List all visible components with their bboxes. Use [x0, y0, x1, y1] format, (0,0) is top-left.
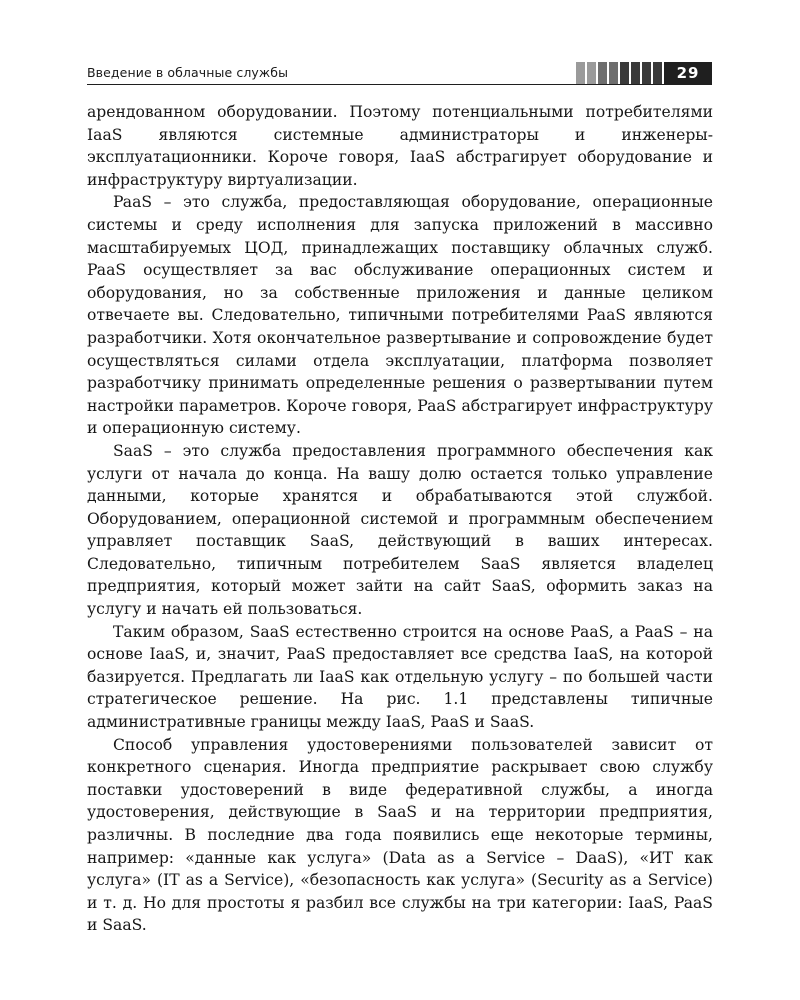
header-stripe — [642, 62, 651, 84]
header-stripe — [631, 62, 640, 84]
paragraph-identity: Способ управления удостоверениями пользователей зависит от конкретного сценария. Иногда предприятие раскрывает свою службу поставки удостоверений в виде федеративной службы, а иногда удостоверения, действующие в SaaS и на территории предприятия, различны. В последние два года появились еще некоторые термины, например: «данные как услуга» (Data as a Service – DaaS), «ИТ как услуга» (IT as a Service), «безопасность как услуга» (Security as a Service) и т. д. Но для простоты я разбил все службы на три категории: IaaS, PaaS и SaaS. — [87, 735, 713, 935]
header-stripes-decoration — [576, 62, 662, 84]
header-stripe — [598, 62, 607, 84]
running-title: Введение в облачные службы — [87, 65, 289, 80]
page-header — [0, 60, 800, 86]
header-stripe — [587, 62, 596, 84]
body-text — [87, 101, 713, 937]
page-number: 29 — [676, 64, 700, 82]
header-rule — [87, 84, 712, 85]
header-stripe — [653, 62, 662, 84]
paragraph-paas: PaaS – это служба, предоставляющая оборудование, операционные системы и среду исполнения для запуска приложений в массивно масштабируемых ЦОД, принадлежащих поставщику облачных служб. PaaS осуществляет за вас обслуживание операционных систем и оборудования, но за собственные приложения и данные целиком отвечаете вы. Следовательно, типичными потребителями PaaS являются разработчики. Хотя окончательное развертывание и сопровождение будет осуществляться силами отдела эксплуатации, платформа позволяет разработчику принимать определенные решения о развертывании путем настройки параметров. Короче говоря, PaaS абстрагирует инфраструктуру и операционную систему. — [87, 193, 713, 438]
paragraph-iaas-conclusion: арендованном оборудовании. Поэтому потенциальными потребителями IaaS являются системные администраторы и инженеры-эксплуатационники. Короче говоря, IaaS абстрагирует оборудование и инфраструктуру виртуализации. — [87, 103, 713, 189]
header-stripe — [609, 62, 618, 84]
header-stripe — [576, 62, 585, 84]
page-number-box — [664, 62, 712, 84]
header-stripe — [620, 62, 629, 84]
paragraph-layering: Таким образом, SaaS естественно строится на основе PaaS, а PaaS – на основе IaaS, и, значит, PaaS предоставляет все средства IaaS, на которой базируется. Предлагать ли IaaS как отдельную услугу – по большей части стратегическое решение. На рис. 1.1 представлены типичные административные границы между IaaS, PaaS и SaaS. — [87, 622, 713, 732]
paragraph-saas: SaaS – это служба предоставления программного обеспечения как услуги от начала до конца. На вашу долю остается только управление данными, которые хранятся и обрабатываются этой службой. Оборудованием, операционной системой и программным обеспечением управляет поставщик SaaS, действующий в ваших интересах. Следовательно, типичным потребителем SaaS является владелец предприятия, который может зайти на сайт SaaS, оформить заказ на услугу и начать ей пользоваться. — [87, 441, 713, 619]
